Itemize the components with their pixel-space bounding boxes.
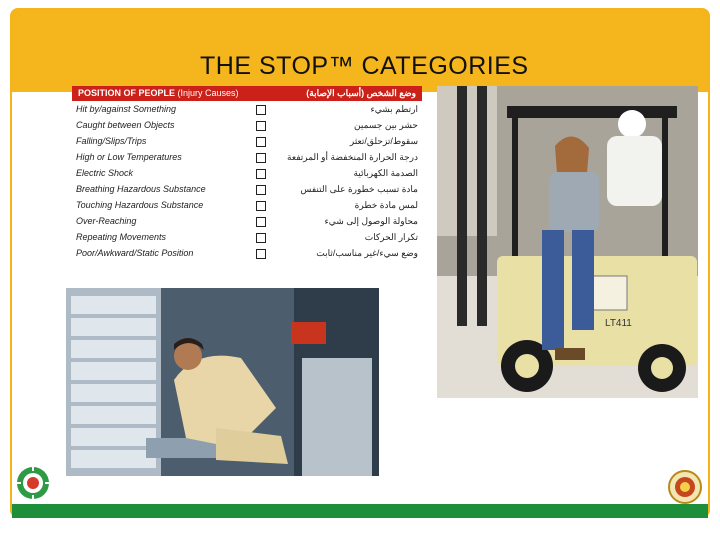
checkbox[interactable] [256,121,266,131]
item-label-ar: وضع سيء/غير مناسب/ثابت [316,248,418,258]
checkbox[interactable] [256,137,266,147]
checklist-row [72,182,422,198]
item-label-ar: ارتطم بشيء [370,104,418,114]
item-label-ar: مادة تسبب خطورة على التنفس [300,184,418,194]
checklist-row [72,150,422,166]
checklist-header-ar: وضع الشخص (أسباب الإصابة) [306,88,416,98]
item-label-en: Falling/Slips/Trips [76,136,147,146]
item-label-en: Caught between Objects [76,120,175,130]
stop-checklist [72,86,422,264]
item-label-en: Repeating Movements [76,232,167,242]
item-label-en: Touching Hazardous Substance [76,200,204,210]
checklist-header-subtitle: (Injury Causes) [177,88,239,98]
checklist-row [72,198,422,214]
checkbox[interactable] [256,249,266,259]
checkbox[interactable] [256,169,266,179]
worker-photo [66,288,379,476]
checkbox[interactable] [256,185,266,195]
item-label-ar: سقوط/تزحلق/تعثر [349,136,418,146]
checkbox[interactable] [256,153,266,163]
checklist-row [72,166,422,182]
checklist-row [72,102,422,118]
checklist-header-title: POSITION OF PEOPLE [78,88,176,98]
footer-bar [12,504,708,518]
item-label-ar: الصدمة الكهربائية [353,168,418,178]
item-label-ar: تكرار الحركات [364,232,418,242]
checkbox[interactable] [256,233,266,243]
item-label-en: Poor/Awkward/Static Position [76,248,194,258]
item-label-en: High or Low Temperatures [76,152,182,162]
item-label-en: Hit by/against Something [76,104,177,114]
item-label-en: Breathing Hazardous Substance [76,184,206,194]
company-logo-icon [16,466,50,500]
checklist-header [72,86,422,101]
checklist-row [72,134,422,150]
checklist-row [72,230,422,246]
checkbox[interactable] [256,105,266,115]
checklist-row [72,118,422,134]
checkbox[interactable] [256,201,266,211]
worker-illustration [66,288,379,476]
item-label-ar: محاولة الوصول إلى شيء [324,216,418,226]
checklist-row [72,214,422,230]
checklist-header-en [78,88,239,98]
forklift-label: LT411 [605,318,632,329]
forklift-illustration [437,86,698,398]
checkbox[interactable] [256,217,266,227]
item-label-ar: درجة الحرارة المنخفضة أو المرتفعة [287,152,418,162]
forklift-photo [437,86,698,398]
item-label-en: Over-Reaching [76,216,137,226]
slide-title: THE STOP™ CATEGORIES [200,52,529,80]
emblem-logo-icon [668,470,702,504]
item-label-ar: لمس مادة خطرة [354,200,418,210]
item-label-en: Electric Shock [76,168,134,178]
item-label-ar: حشر بين جسمين [354,120,418,130]
checklist-row [72,246,422,262]
